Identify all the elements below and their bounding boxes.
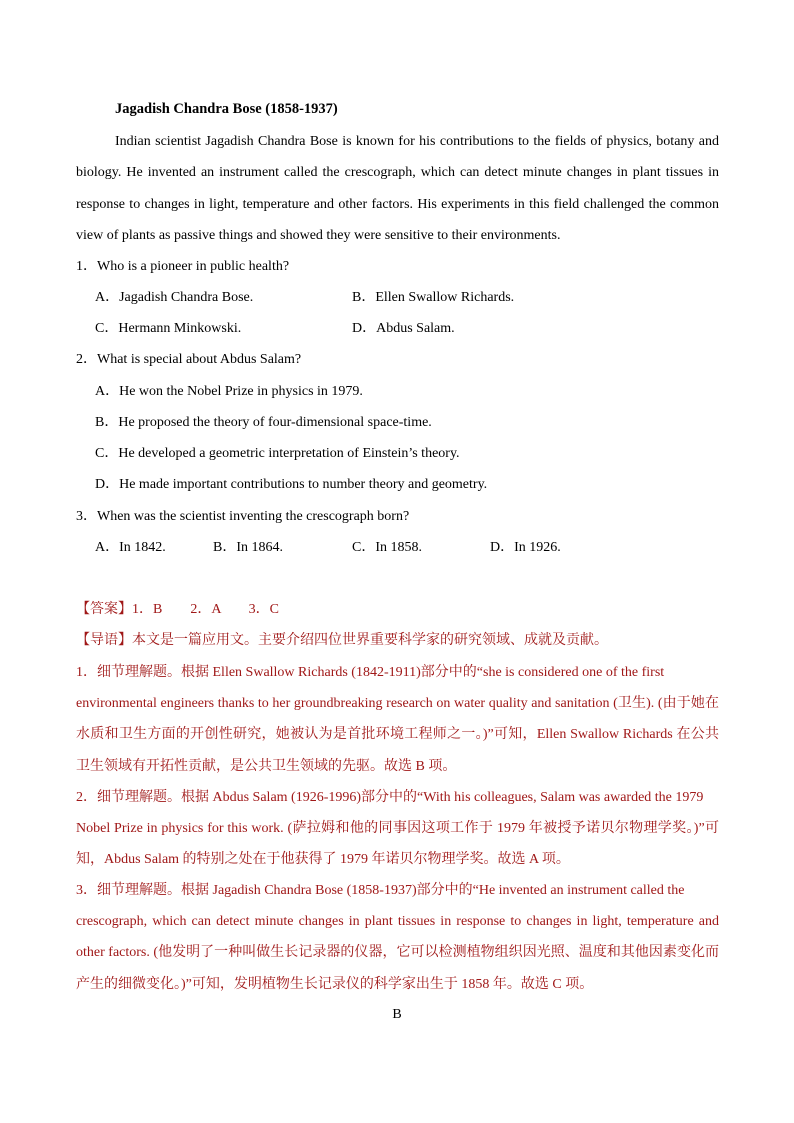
passage-line: biology. He invented an instrument called the crescograph, which can detect minute changes in plant tissues in bbox=[76, 165, 719, 180]
answer-label: 【答案】 bbox=[76, 602, 132, 617]
option-c: C．He developed a geometric interpretation of Einstein’s theory. bbox=[95, 446, 460, 461]
explanation-line: environmental engineers thanks to her groundbreaking research on water quality and sanitation (卫生). (由于她在 bbox=[76, 696, 719, 711]
explanation-line: crescograph, which can detect minute changes in plant tissues in response to changes in light, temperature and bbox=[76, 914, 719, 929]
option-b: B．In 1864. bbox=[213, 540, 283, 555]
explanation-line: 卫生领域有开拓性贡献，是公共卫生领域的先驱。故选 B 项。 bbox=[76, 759, 457, 774]
option-b: B．He proposed the theory of four-dimensional space-time. bbox=[95, 415, 432, 430]
option-b: B．Ellen Swallow Richards. bbox=[352, 290, 515, 305]
option-c: C．Hermann Minkowski. bbox=[95, 321, 242, 336]
explanation-line: 3．细节理解题。根据 Jagadish Chandra Bose (1858-1937)部分中的“He invented an instrument called the bbox=[76, 883, 685, 898]
explanation-line: 水质和卫生方面的开创性研究，她被认为是首批环境工程师之一。)”可知，Ellen Swallow Richards 在公共 bbox=[76, 727, 719, 742]
explanation-line: 产生的细微变化。)”可知，发明植物生长记录仪的科学家出生于 1858 年。故选 C 项。 bbox=[76, 977, 594, 992]
explanation-line: other factors. (他发明了一种叫做生长记录器的仪器，它可以检测植物组织因光照、温度和其他因素变化而 bbox=[76, 945, 719, 960]
option-d: D．He made important contributions to number theory and geometry. bbox=[95, 477, 488, 492]
question-stem: 1．Who is a pioneer in public health? bbox=[76, 259, 290, 274]
guide-text: 本文是一篇应用文。主要介绍四位世界重要科学家的研究领域、成就及贡献。 bbox=[132, 633, 608, 648]
passage-title: Jagadish Chandra Bose (1858-1937) bbox=[115, 101, 338, 117]
question-stem: 3．When was the scientist inventing the crescograph born? bbox=[76, 509, 410, 524]
guide-label: 【导语】 bbox=[76, 633, 132, 648]
page-footer: B bbox=[392, 1007, 402, 1022]
answer-text: 1．B 2．A 3．C bbox=[132, 602, 280, 617]
option-a: A．Jagadish Chandra Bose. bbox=[95, 290, 254, 305]
option-d: D．Abdus Salam. bbox=[352, 321, 455, 336]
answer-line bbox=[76, 601, 719, 619]
passage-line: view of plants as passive things and showed they were sensitive to their environments. bbox=[76, 228, 561, 243]
passage-line: response to changes in light, temperature and other factors. His experiments in this field challenged the common bbox=[76, 197, 719, 212]
option-d: D．In 1926. bbox=[490, 540, 561, 555]
explanation-line: 知，Abdus Salam 的特别之处在于他获得了 1979 年诺贝尔物理学奖。故选 A 项。 bbox=[76, 852, 570, 867]
explanation-line: 1．细节理解题。根据 Ellen Swallow Richards (1842-1911)部分中的“she is considered one of the first bbox=[76, 665, 665, 680]
explanation-line: Nobel Prize in physics for this work. (萨拉姆和他的同事因这项工作于 1979 年被授予诺贝尔物理学奖。)”可 bbox=[76, 821, 719, 836]
option-a: A．He won the Nobel Prize in physics in 1979. bbox=[95, 384, 363, 399]
question-stem: 2．What is special about Abdus Salam? bbox=[76, 352, 302, 367]
explanation-line: 2．细节理解题。根据 Abdus Salam (1926-1996)部分中的“With his colleagues, Salam was awarded the 1979 bbox=[76, 790, 704, 805]
option-a: A．In 1842. bbox=[95, 540, 166, 555]
option-c: C．In 1858. bbox=[352, 540, 422, 555]
guide-line bbox=[76, 632, 719, 650]
passage-line: Indian scientist Jagadish Chandra Bose is known for his contributions to the fields of physics, botany and bbox=[115, 134, 719, 149]
